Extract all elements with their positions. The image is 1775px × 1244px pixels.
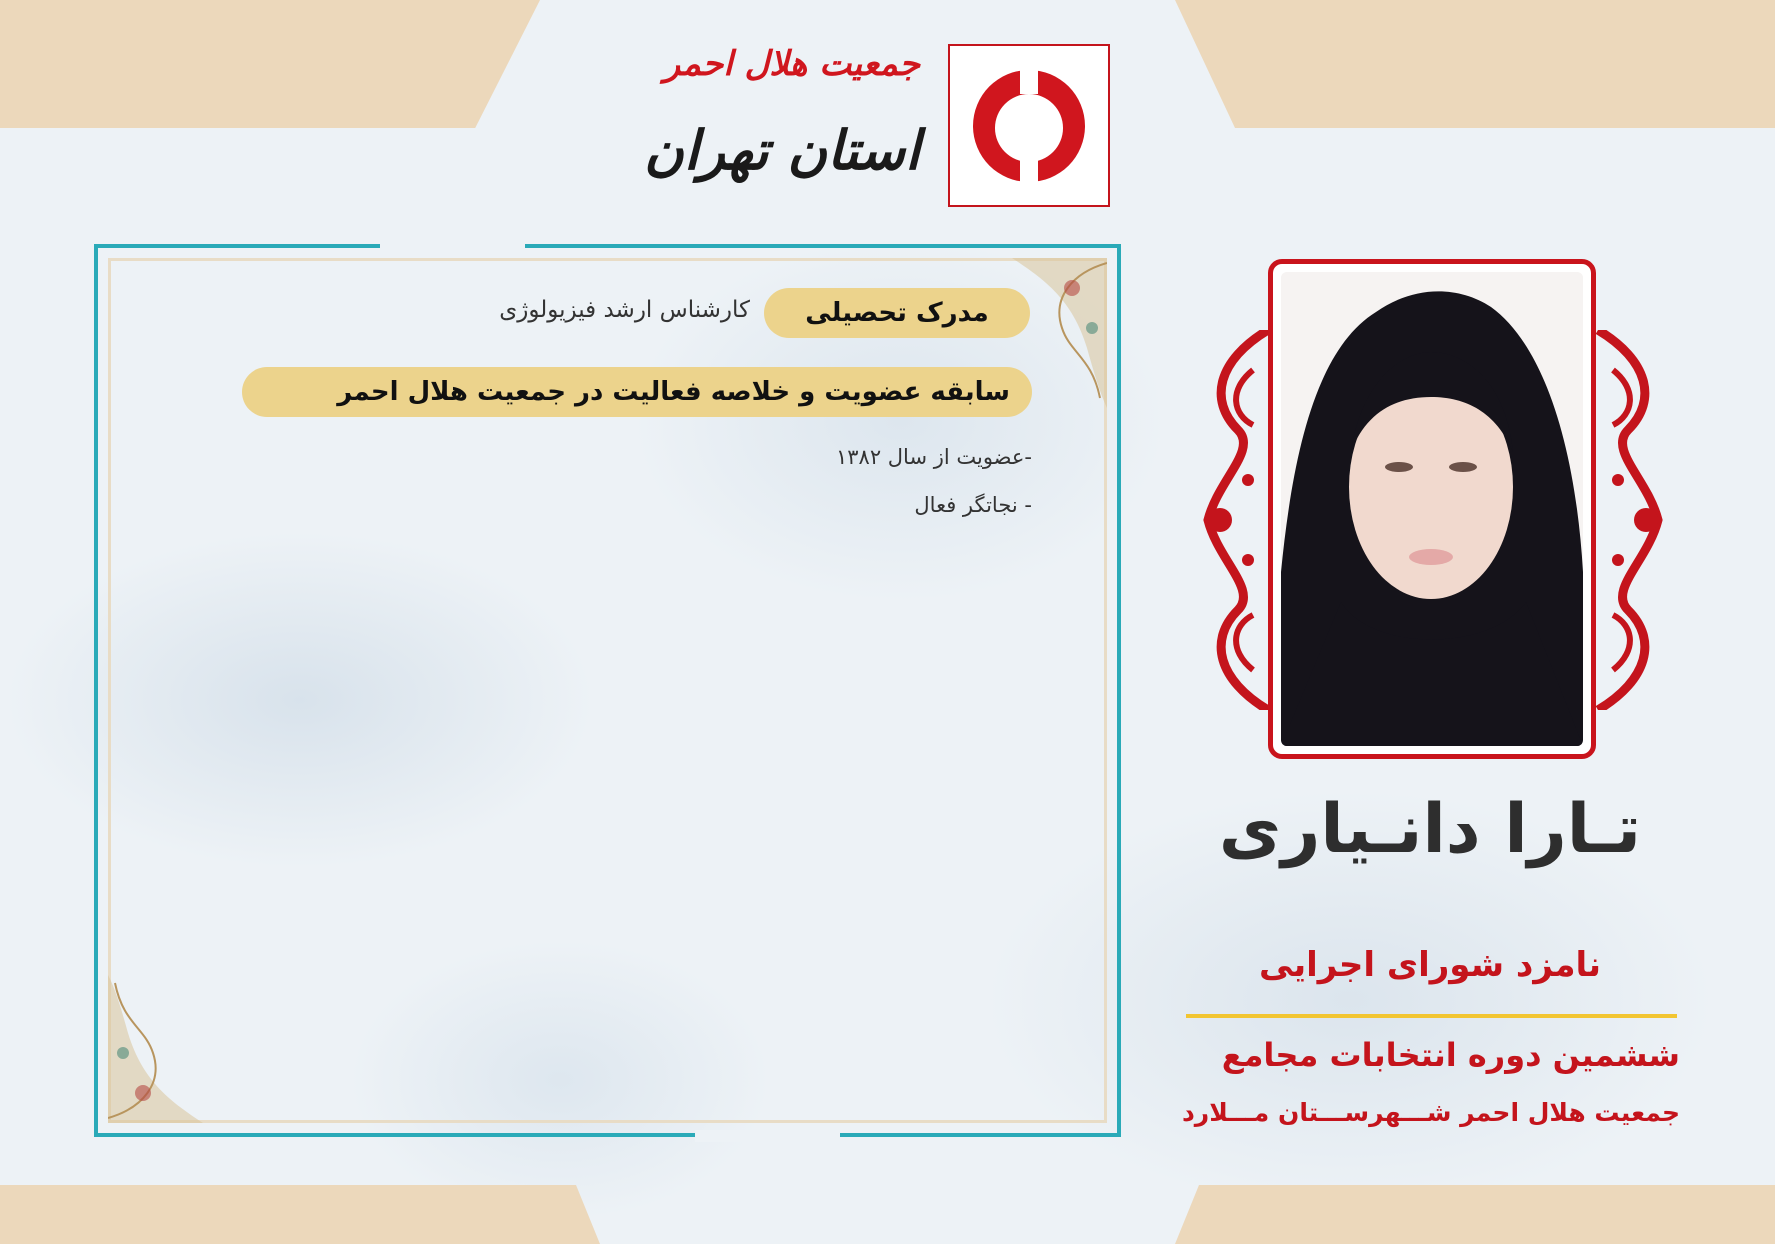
candidate-name: تـارا دانـیاری xyxy=(1218,790,1642,869)
degree-value: کارشناس ارشد فیزیولوژی xyxy=(499,297,750,323)
portrait-icon xyxy=(1281,272,1583,746)
bottom-left-band xyxy=(0,1185,600,1244)
corner-ornament-bottom-left xyxy=(108,975,203,1123)
org-name-line: جمعیت هلال احمر xyxy=(663,44,920,84)
red-crescent-icon xyxy=(950,46,1108,205)
province-name: استان تهران xyxy=(644,118,920,182)
election-title: ششمین دوره انتخابات مجامع xyxy=(1221,1036,1680,1074)
top-right-band xyxy=(1175,0,1775,128)
degree-label-pill: مدرک تحصیلی xyxy=(764,288,1030,338)
photo-ornament-left xyxy=(1198,330,1276,710)
divider-line xyxy=(1186,1014,1677,1018)
county-organization: جمعیت هلال احمر شـــهرســـتان مـــلارد xyxy=(1181,1098,1680,1127)
bottom-right-band xyxy=(1175,1185,1775,1244)
candidate-role: نامزد شورای اجرایی xyxy=(1258,945,1602,985)
top-left-band xyxy=(0,0,540,128)
history-item: -عضویت از سال ۱۳۸۲ xyxy=(835,445,1032,469)
candidate-photo-frame xyxy=(1268,259,1596,759)
history-label-pill: سابقه عضویت و خلاصه فعالیت در جمعیت هلال احمر xyxy=(242,367,1032,417)
red-crescent-logo xyxy=(948,44,1110,207)
frame-gap-top xyxy=(380,240,525,252)
candidate-photo xyxy=(1281,272,1583,746)
history-item: - نجاتگر فعال xyxy=(914,493,1032,517)
frame-gap-bottom xyxy=(695,1130,840,1142)
photo-ornament-right xyxy=(1590,330,1668,710)
